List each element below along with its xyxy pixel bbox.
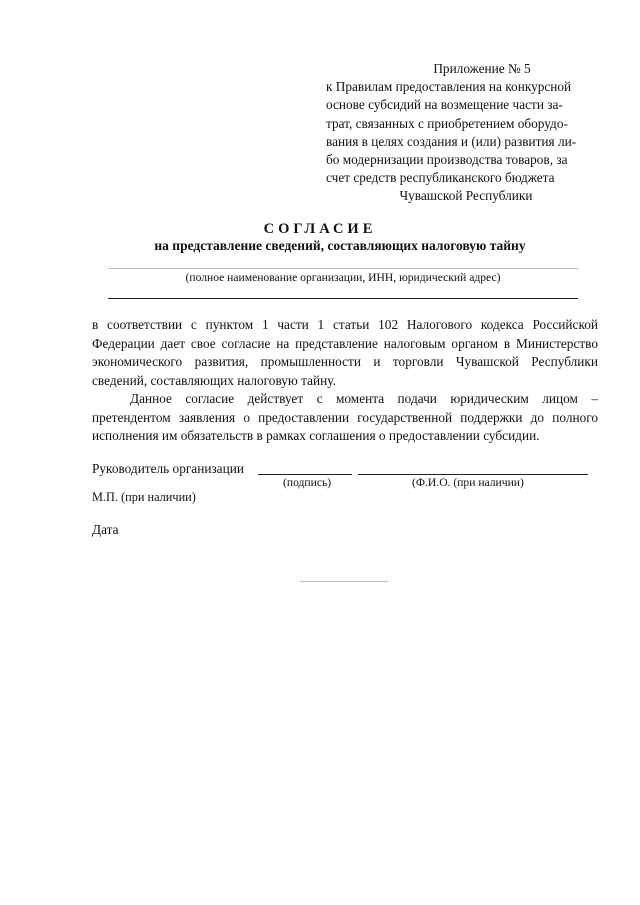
full-name-caption: (Ф.И.О. (при наличии)	[412, 476, 524, 489]
organization-name-line	[108, 268, 578, 269]
appendix-line: основе субсидий на возмещение части за-	[326, 97, 563, 113]
appendix-line: Чувашской Республики	[399, 188, 533, 204]
appendix-title: Приложение № 5	[433, 61, 531, 76]
appendix-line: к Правилам предоставления на конкурсной	[326, 79, 572, 95]
full-name-line	[358, 474, 588, 475]
consent-body	[92, 316, 598, 446]
date-label: Дата	[92, 522, 119, 537]
signature-line	[258, 474, 352, 475]
document-subtitle: на представление сведений, составляющих налоговую тайну	[154, 238, 526, 253]
appendix-line: бо модернизации производства товаров, за	[326, 152, 568, 168]
appendix-line: вания в целях создания и (или) развития ли-	[326, 133, 577, 149]
seal-label: М.П. (при наличии)	[92, 490, 196, 504]
organization-details-line	[108, 298, 578, 299]
appendix-line: трат, связанных с приобретением оборудо-	[326, 115, 568, 131]
appendix-line: счет средств республиканского бюджета	[326, 170, 555, 186]
signature-caption: (подпись)	[283, 476, 332, 489]
head-of-organization-label: Руководитель организации	[92, 461, 244, 476]
validity-paragraph: Данное согласие действует с момента подачи юридическим лицом – претендентом заявления о предоставлении государственной поддержки до полного исполнения им обязательств в рамках соглашения о предоставлении субсидии.	[92, 391, 598, 443]
consent-paragraph: в соответствии с пунктом 1 части 1 статьи 102 Налогового кодекса Российской Федерации дает свое согласие на представление налоговым органом в Министерство экономического развития, промышленности и торговли Чувашской Республики сведений, составляющих налоговую тайну.	[92, 317, 598, 388]
appendix-note	[326, 60, 598, 206]
document-title: СОГЛАСИЕ	[263, 221, 377, 237]
organization-caption: (полное наименование организации, ИНН, юридический адрес)	[185, 271, 501, 284]
end-divider	[300, 581, 388, 582]
